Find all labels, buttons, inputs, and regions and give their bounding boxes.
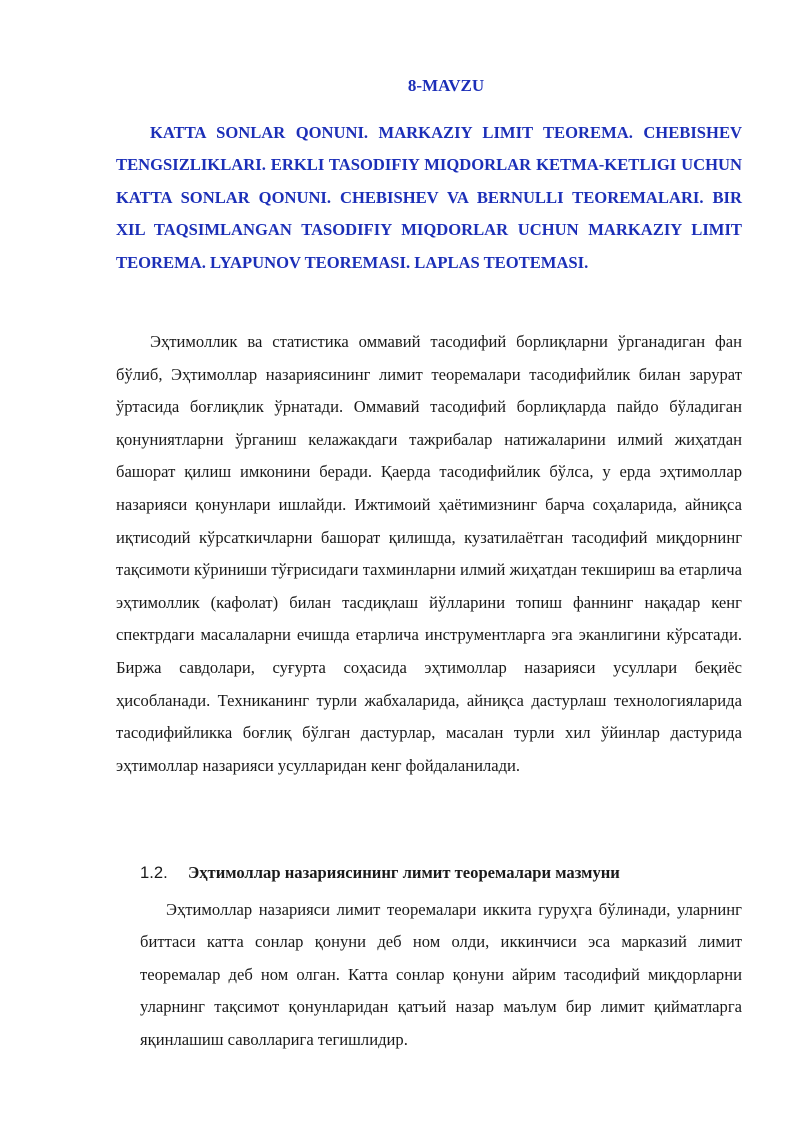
topic-label: 8-MAVZU — [407, 76, 485, 95]
section-heading — [140, 860, 742, 886]
section-number: 1.2. — [140, 863, 168, 882]
section-paragraph: Эҳтимоллар назарияси лимит теоремалари иккита гуруҳга бўлинади, уларнинг биттаси катта сонлар қонуни деб ном олди, иккинчиси эса марказий лимит теоремалар деб ном олган. Катта сонлар қонуни айрим тасодифий миқдорларни уларнинг тақсимот қонунларидан қатъий назар маълум бир лимит қийматларга яқинлашиш саволларига тегишлидир. — [140, 900, 742, 1049]
intro-paragraph: Эҳтимоллик ва статистика оммавий тасодифий борлиқларни ўрганадиган фан бўлиб, Эҳтимоллар назариясининг лимит теоремалари тасодифийлик билан зарурат ўртасида боғлиқлик ўрнатади. Оммавий тасодифий борлиқларда пайдо бўладиган қонуниятларни ўрганиш келажакдаги тажрибалар натижаларини илмий жиҳатдан башорат қилиш имконини беради. Қаерда тасодифийлик бўлса, у ерда эҳтимоллар назарияси қонунлари ишлайди. Ижтимоий ҳаётимизнинг барча соҳаларида, айниқса иқтисодий кўрсаткичларни башорат қилишда, кузатилаётган тасодифий миқдорнинг тақсимоти кўриниши тўғрисидаги тахминларни илмий жиҳатдан текшириш ва етарлича эҳтимоллик (кафолат) билан тасдиқлаш йўлларини топиш фаннинг нақадар кенг спектрдаги масалаларни ечишда етарлича инструментларга эга эканлигини кўрсатади. Биржа савдолари, суғурта соҳасида эҳтимоллар назарияси усуллари беқиёс ҳисобланади. Техниканинг турли жабхаларида, айниқса дастурлаш технологияларида тасодифийликка боғлиқ бўлган дастурлар, масалан турли хил ўйинлар дастурида эҳтимоллар назарияси усулларидан кенг фойдаланилади. — [116, 332, 742, 775]
topic-heading: KATTA SONLAR QONUNI. MARKAZIY LIMIT TEOREMA. CHEBISHEV TENGSIZLIKLARI. ERKLI TASODIFIY MIQDORLAR KETMA-KETLIGI UCHUN KATTA SONLAR QONUNI. CHEBISHEV VA BERNULLI TEOREMALARI. BIR XIL TAQSIMLANGAN TASODIFIY MIQDORLAR UCHUN MARKAZIY LIMIT TEOREMA. LYAPUNOV TEOREMASI. LAPLAS TEOTEMASI. — [116, 123, 742, 272]
section-title: Эҳтимоллар назариясининг лимит теоремалари мазмуни — [188, 863, 620, 882]
